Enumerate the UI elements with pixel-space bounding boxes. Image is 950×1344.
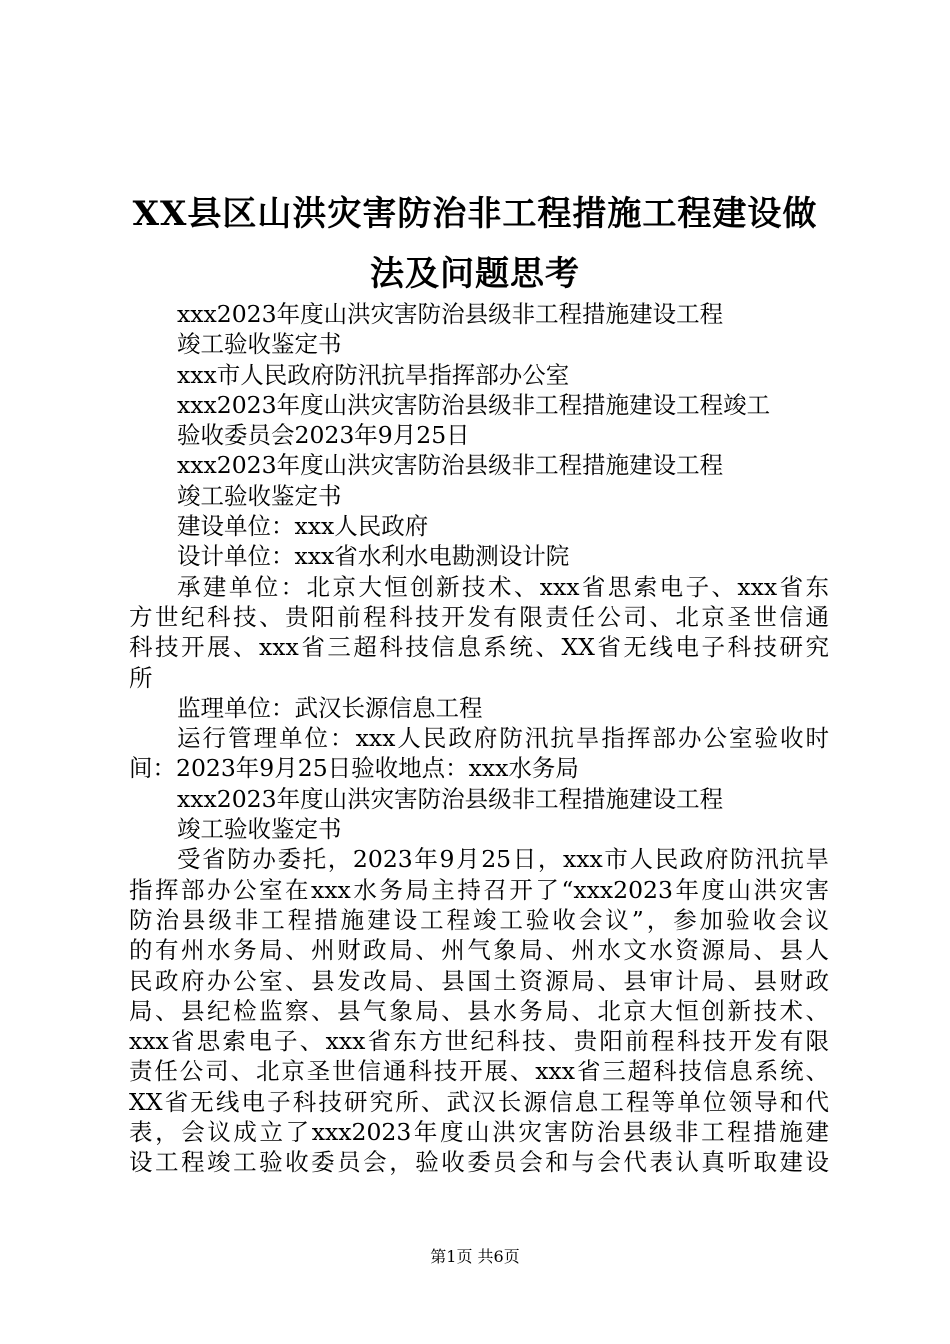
body-line: xxx2023年度山洪灾害防治县级非工程措施建设工程 [177,300,724,328]
body-line: 监理单位：武汉长源信息工程 [177,693,483,722]
body-line: 验收委员会2023年9月25日 [177,421,470,450]
document-body [129,299,829,1178]
body-line: 设计单位：xxx省水利水电勘测设计院 [177,542,570,571]
body-line: 所 [129,663,153,692]
body-line: 科技开展、xxx省三超科技信息系统、XX省无线电子科技研究 [129,633,829,662]
body-line: 设工程竣工验收委员会，验收委员会和与会代表认真听取建设 [129,1148,829,1177]
body-line: 竣工验收鉴定书 [177,815,342,844]
body-line: 建设单位：xxx人民政府 [177,512,429,541]
body-line: 竣工验收鉴定书 [177,330,342,359]
body-line: xxx2023年度山洪灾害防治县级非工程措施建设工程 [177,784,724,813]
page-footer: 第1页 共6页 [430,1247,520,1266]
body-line: 责任公司、北京圣世信通科技开展、xxx省三超科技信息系统、 [129,1057,829,1086]
document-title-line-2: 法及问题思考 [370,254,580,294]
body-line: xxx省思索电子、xxx省东方世纪科技、贵阳前程科技开发有限 [129,1027,829,1056]
body-line: 指挥部办公室在xxx水务局主持召开了“xxx2023年度山洪灾害 [129,875,829,904]
body-line: 承建单位：北京大恒创新技术、xxx省思索电子、xxx省东 [177,572,829,601]
body-line: XX省无线电子科技研究所、武汉长源信息工程等单位领导和代 [129,1087,829,1116]
body-line: xxx市人民政府防汛抗旱指挥部办公室 [177,360,570,389]
body-line: 表，会议成立了xxx2023年度山洪灾害防治县级非工程措施建 [129,1118,829,1147]
body-line: xxx2023年度山洪灾害防治县级非工程措施建设工程 [177,451,724,480]
body-line: 局、县纪检监察、县气象局、县水务局、北京大恒创新技术、 [129,996,829,1025]
body-line: 竣工验收鉴定书 [177,481,342,510]
body-line: 的有州水务局、州财政局、州气象局、州水文水资源局、县人 [129,936,829,965]
body-line: xxx2023年度山洪灾害防治县级非工程措施建设工程竣工 [177,390,771,419]
body-line: 运行管理单位：xxx人民政府防汛抗旱指挥部办公室验收时 [177,724,829,753]
document-title-line-1: XX县区山洪灾害防治非工程措施工程建设做 [132,194,818,234]
body-line: 受省防办委托，2023年9月25日，xxx市人民政府防汛抗旱 [177,845,829,874]
body-line: 间：2023年9月25日验收地点：xxx水务局 [129,754,579,783]
body-line: 防治县级非工程措施建设工程竣工验收会议”，参加验收会议 [129,905,829,934]
body-line: 民政府办公室、县发改局、县国土资源局、县审计局、县财政 [129,966,829,995]
body-line: 方世纪科技、贵阳前程科技开发有限责任公司、北京圣世信通 [129,602,829,631]
